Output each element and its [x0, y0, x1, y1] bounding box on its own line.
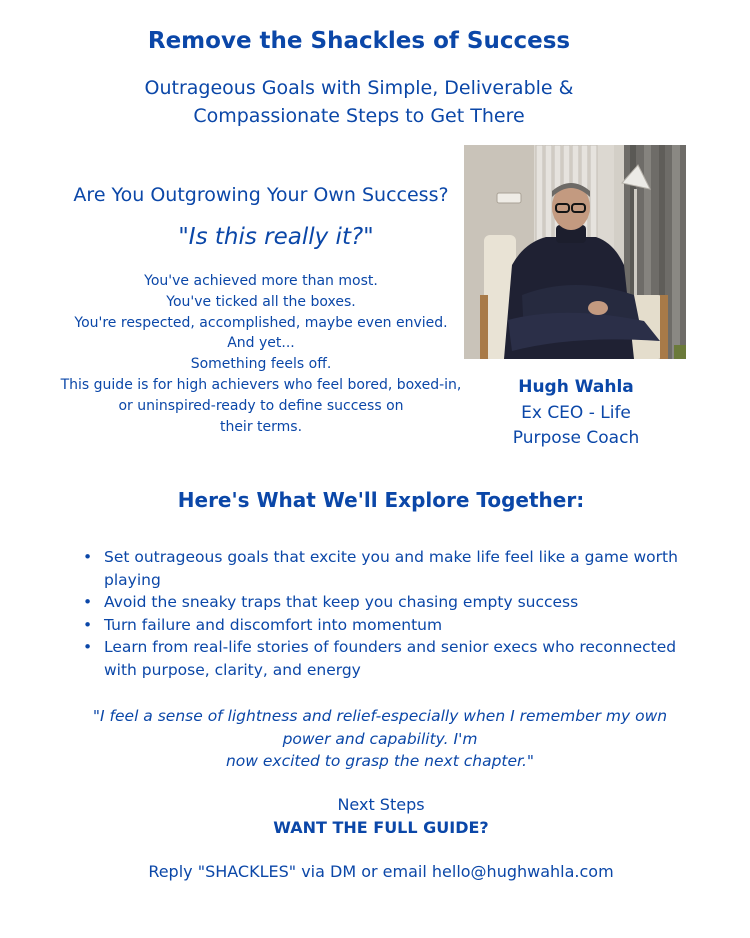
intro-line: their terms. [219, 418, 303, 435]
explore-list [81, 546, 691, 682]
intro-line: You've achieved more than most. [144, 273, 378, 289]
testimonial-line: now excited to grasp the next chapter." [225, 752, 535, 771]
intro-text [40, 271, 482, 437]
list-item: • Turn failure and discomfort into momentum [81, 614, 691, 637]
testimonial-line: power and capability. I'm [282, 729, 478, 748]
intro-line: Something feels off. [190, 356, 332, 373]
explore-heading: Here's What We'll Explore Together: [177, 488, 585, 512]
profile-name: Hugh Wahla [518, 377, 634, 397]
reply-instructions: Reply "SHACKLES" via DM or email hello@hughwahla.com [148, 862, 614, 881]
intro-line: This guide is for high achievers who feel bored, boxed-in, [60, 376, 462, 393]
role-line: Purpose Coach [512, 427, 640, 448]
intro-line: or uninspired-ready to define success on [118, 397, 404, 414]
page-title: Remove the Shackles of Success [147, 28, 571, 54]
list-item: • Set outrageous goals that excite you and make life feel like a game worth playing [81, 546, 691, 591]
cta-heading: WANT THE FULL GUIDE? [273, 818, 489, 837]
intro-line: You're respected, accomplished, maybe even envied. [74, 314, 448, 331]
page-subtitle [0, 74, 718, 130]
testimonial-quote [40, 705, 720, 773]
next-steps-label: Next Steps [337, 795, 425, 814]
profile-photo [464, 145, 686, 359]
list-item: • Avoid the sneaky traps that keep you chasing empty success [81, 591, 691, 614]
intro-line: You've ticked all the boxes. [166, 293, 356, 310]
intro-question: Are You Outgrowing Your Own Success? [73, 184, 449, 206]
role-line: Ex CEO - Life [521, 403, 631, 423]
subtitle-line: Outrageous Goals with Simple, Deliverable & [144, 77, 574, 99]
intro-big-quote: "Is this really it?" [178, 224, 374, 250]
profile-role [476, 401, 676, 450]
list-item: • Learn from real-life stories of founders and senior execs who reconnected with purpose, clarity, and energy [81, 636, 691, 681]
testimonial-line: "I feel a sense of lightness and relief-especially when I remember my own [92, 707, 668, 725]
subtitle-line: Compassionate Steps to Get There [193, 105, 525, 127]
intro-line: And yet... [227, 335, 295, 352]
